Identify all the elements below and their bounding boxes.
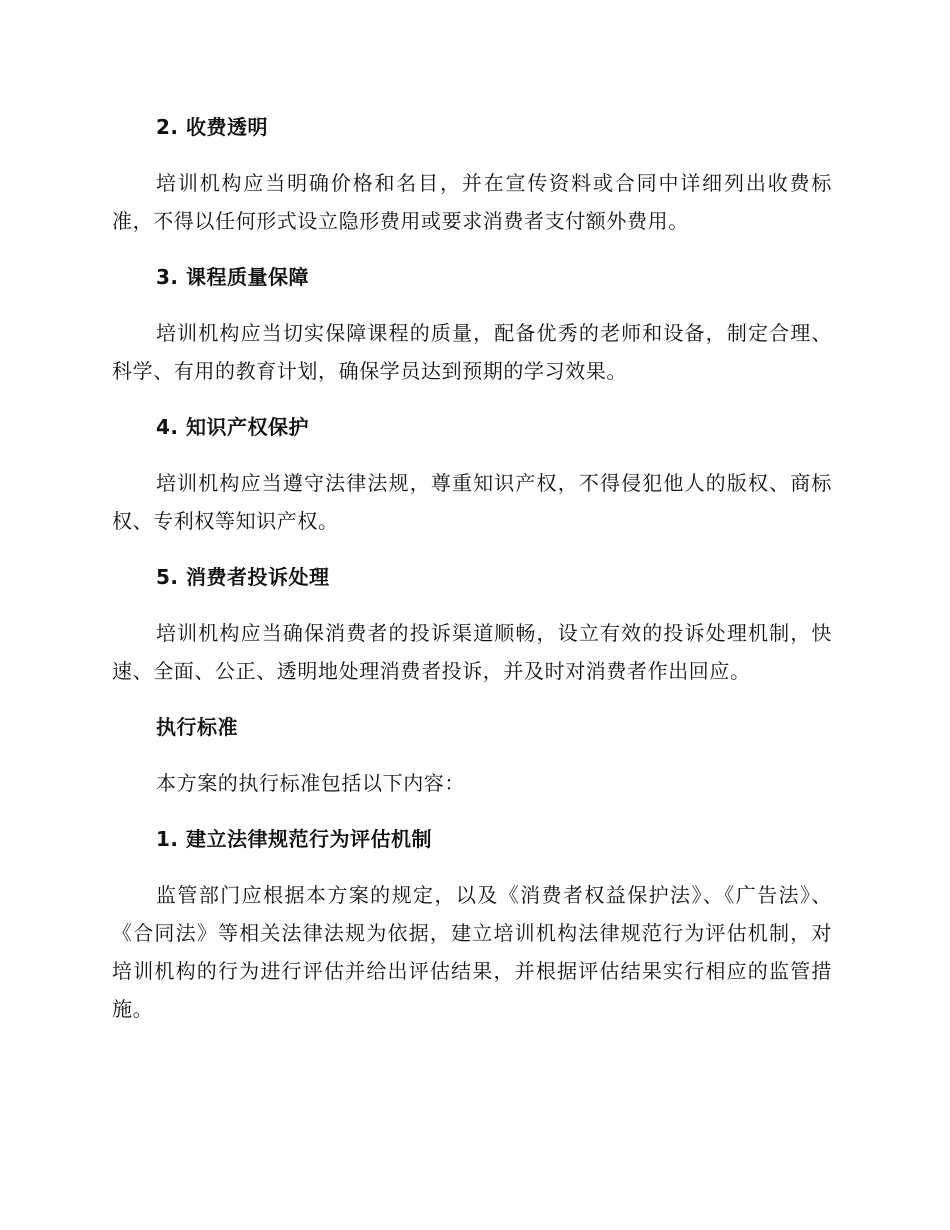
section-paragraph-complaint-handling: 培训机构应当确保消费者的投诉渠道顺畅，设立有效的投诉处理机制，快速、全面、公正、透明地处理消费者投诉，并及时对消费者作出回应。 [112,621,832,683]
section-paragraph-fee-transparency: 培训机构应当明确价格和名目，并在宣传资料或合同中详细列出收费标准，不得以任何形式设立隐形费用或要求消费者支付额外费用。 [112,171,832,233]
section-heading-evaluation-mechanism: 1. 建立法律规范行为评估机制 [156,827,432,851]
section-paragraph-course-quality: 培训机构应当切实保障课程的质量，配备优秀的老师和设备，制定合理、科学、有用的教育计划，确保学员达到预期的学习效果。 [112,321,832,383]
section-heading-complaint-handling: 5. 消费者投诉处理 [156,565,330,589]
section-heading-course-quality: 3. 课程质量保障 [156,265,309,289]
section-paragraph-ip-protection: 培训机构应当遵守法律法规，尊重知识产权，不得侵犯他人的版权、商标权、专利权等知识产权。 [112,471,832,533]
document-body [112,112,832,1028]
section-heading-fee-transparency: 2. 收费透明 [156,115,268,139]
section-heading-execution-standards: 执行标准 [156,715,238,739]
section-paragraph-execution-standards: 本方案的执行标准包括以下内容： [156,771,465,795]
section-heading-ip-protection: 4. 知识产权保护 [156,415,309,439]
section-paragraph-evaluation-mechanism: 监管部门应根据本方案的规定，以及《消费者权益保护法》、《广告法》、《合同法》等相关法律法规为依据，建立培训机构法律规范行为评估机制，对培训机构的行为进行评估并给出评估结果，并根据评估结果实行相应的监管措施。 [112,883,832,1021]
